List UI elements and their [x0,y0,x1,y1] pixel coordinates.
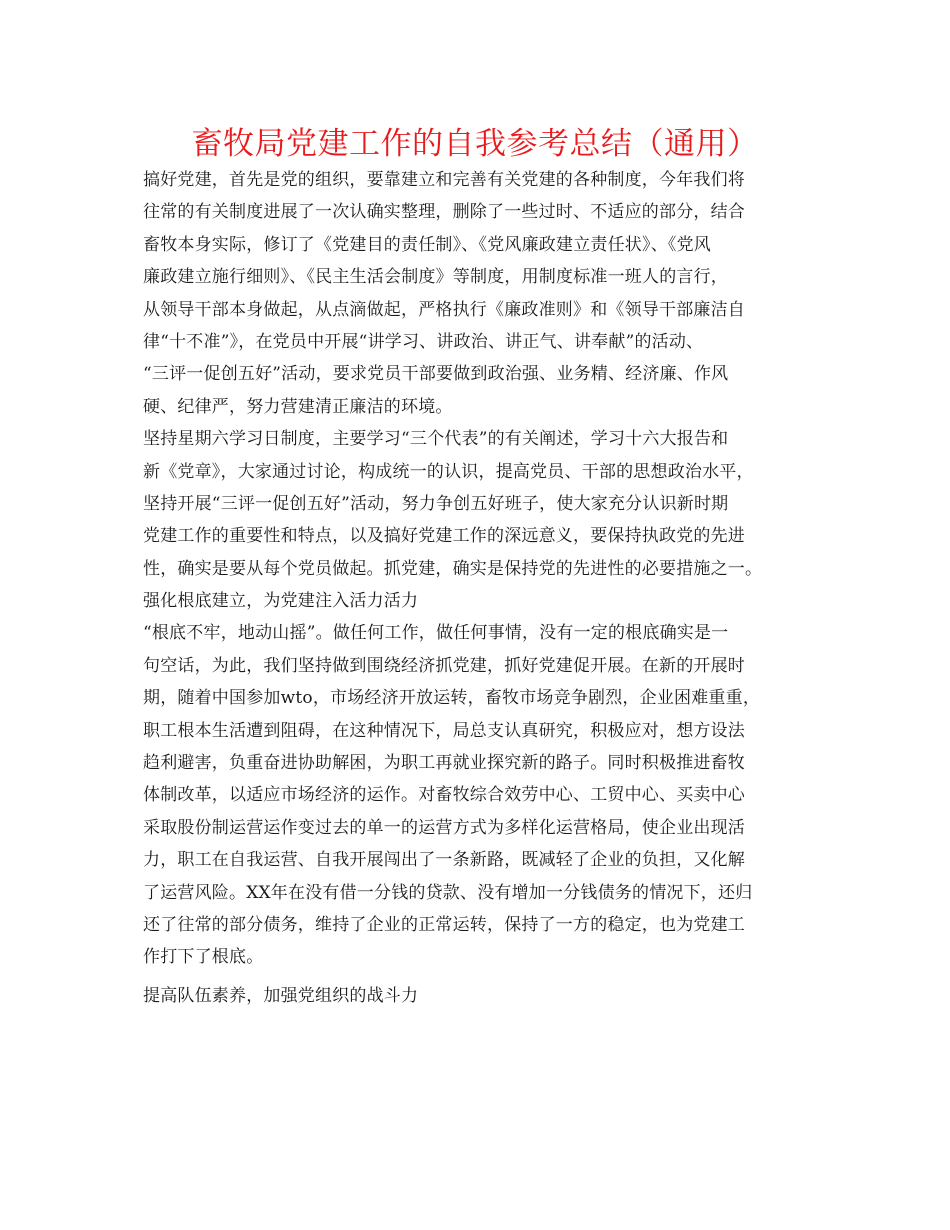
text-line: 坚持开展“三评一促创五好”活动，努力争创五好班子，使大家充分认识新时期 [143,493,729,514]
text-line: 趋利避害，负重奋进协助解困，为职工再就业探究新的路子。同时积极推进畜牧 [143,753,745,774]
text-line: 从领导干部本身做起，从点滴做起，严格执行《廉政准则》和《领导干部廉洁自 [143,299,745,320]
text-line: “三评一促创五好”活动，要求党员干部要做到政治强、业务精、经济廉、作风 [143,364,729,385]
text-line: 党建工作的重要性和特点，以及搞好党建工作的深远意义，要保持执政党的先进 [143,526,745,547]
text-line: 坚持星期六学习日制度，主要学习“三个代表”的有关阐述，学习十六大报告和 [143,429,729,450]
text-line: 律“十不准”》，在党员中开展“讲学习、讲政治、讲正气、讲奉献”的活动、 [143,331,704,352]
text-line: 强化根底建立，为党建注入活力活力 [143,591,419,612]
text-line: 还了往常的部分债务，维持了企业的正常运转，保持了一方的稳定，也为党建工 [143,914,745,935]
text-line: 期，随着中国参加wto，市场经济开放运转，畜牧市场竞争剧烈，企业困难重重， [143,688,761,709]
text-line: “根底不牢，地动山摇”。做任何工作，做任何事情，没有一定的根底确实是一 [143,623,729,644]
document-body [143,164,808,1012]
text-line: 了运营风险。XX年在没有借一分钱的贷款、没有增加一分钱债务的情况下，还归 [143,882,753,903]
paragraph-foundation [143,617,808,973]
text-line: 采取股份制运营运作变过去的单一的运营方式为多样化运营格局，使企业出现活 [143,817,745,838]
text-line: 体制改革，以适应市场经济的运作。对畜牧综合效劳中心、工贸中心、买卖中心 [143,785,745,806]
document-title: 畜牧局党建工作的自我参考总结（通用） [191,126,759,162]
section-heading-team-quality [143,980,808,1012]
text-line: 力，职工在自我运营、自我开展闯出了一条新路，既减轻了企业的负担，又化解 [143,850,745,871]
text-line: 新《党章》，大家通过讨论，构成统一的认识，提高党员、干部的思想政治水平， [143,461,754,482]
text-line: 畜牧本身实际，修订了《党建目的责任制》、《党风廉政建立责任状》、《党风 [143,234,711,255]
text-line: 职工根本生活遭到阻碍，在这种情况下，局总支认真研究，积极应对，想方设法 [143,720,745,741]
text-line: 句空话，为此，我们坚持做到围绕经济抓党建，抓好党建促开展。在新的开展时 [143,655,745,676]
text-line: 往常的有关制度进展了一次认确实整理，删除了一些过时、不适应的部分，结合 [143,202,745,223]
text-line: 提高队伍素养，加强党组织的战斗力 [143,985,419,1006]
text-line: 廉政建立施行细则》、《民主生活会制度》等制度，用制度标准一班人的言行， [143,267,728,288]
text-line: 硬、纪律严，努力营建清正廉洁的环境。 [143,396,453,417]
text-line: 作打下了根底。 [143,947,264,968]
paragraph-study-system [143,423,808,585]
text-line: 性，确实是要从每个党员做起。抓党建，确实是保持党的先进性的必要措施之一。 [143,558,763,579]
section-heading-foundation [143,585,808,617]
text-line: 搞好党建，首先是党的组织，要靠建立和完善有关党建的各种制度，今年我们将 [143,170,745,190]
paragraph-party-system [143,164,808,423]
